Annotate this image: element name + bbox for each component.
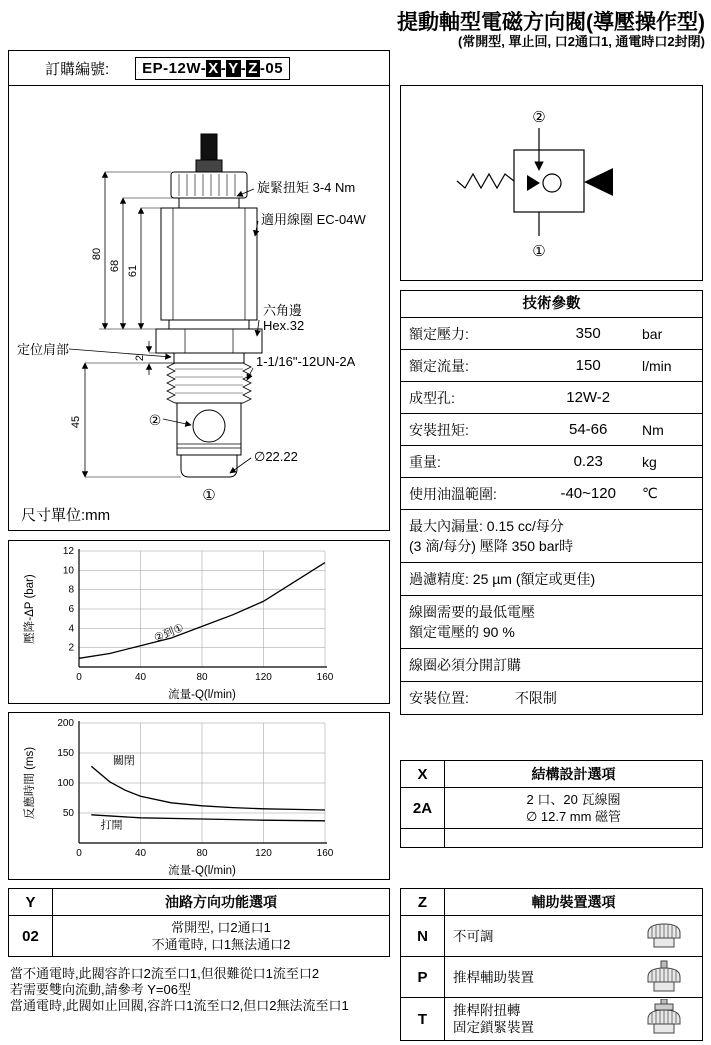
- y-table-title: 油路方向功能選項: [165, 894, 277, 910]
- spec-row-pressure: [401, 318, 702, 350]
- order-label: 訂購編號:: [45, 60, 110, 78]
- poppet-ball: [543, 174, 561, 192]
- spec-unit: Nm: [642, 421, 664, 438]
- thread-right: [243, 363, 251, 403]
- z-row-t-line2: 固定鎖緊裝置: [453, 1020, 534, 1035]
- part-number-sep2: -: [240, 59, 247, 77]
- dim-45: 45: [70, 415, 82, 429]
- bottom-washer: [169, 320, 249, 329]
- dimension-lines: [69, 172, 259, 477]
- z-option-icon-t: [626, 998, 702, 1040]
- z-row-key-t: T: [401, 998, 445, 1040]
- svg-text:0: 0: [76, 672, 82, 683]
- z-row-label-n: [445, 916, 626, 956]
- svg-text:壓降-ΔP (bar): 壓降-ΔP (bar): [24, 574, 36, 644]
- x-row-description: [445, 788, 702, 828]
- bottom-cap: [181, 455, 237, 477]
- z-row-key-n: N: [401, 916, 445, 956]
- hydraulic-symbol-box: [400, 85, 703, 281]
- page-title: 提動軸型電磁方向閥(導壓操作型): [397, 11, 705, 34]
- part-number-x: X: [208, 59, 219, 77]
- z-row-key-p: P: [401, 957, 445, 997]
- z-table-row-n: [401, 916, 702, 957]
- part-number-prefix: EP-12W-: [142, 59, 207, 77]
- spec-block-voltage: [401, 596, 702, 649]
- callout-diameter: ∅22.22: [254, 449, 298, 464]
- z-row-label-t: [445, 998, 626, 1040]
- spec-row-torque: [401, 414, 702, 446]
- callout-hex-line1: 六角邊: [263, 303, 303, 318]
- page-subtitle: (常開型, 單止回, 口2通口1, 通電時口2封閉): [457, 34, 705, 49]
- spec-label: 額定壓力:: [409, 325, 469, 342]
- svg-text:40: 40: [134, 672, 147, 683]
- svg-text:120: 120: [255, 848, 272, 859]
- x-row-line1: 2 口、20 瓦線圈: [526, 792, 621, 807]
- part-number: [135, 57, 290, 80]
- svg-text:80: 80: [196, 672, 208, 683]
- leakage-line1: 最大內漏量: 0.15 cc/每分: [409, 518, 564, 534]
- spec-label: 安裝扭矩:: [409, 421, 469, 438]
- tech-params-header: 技術參數: [401, 291, 702, 318]
- dimension-unit-note: 尺寸單位:mm: [21, 507, 111, 524]
- symbol-port-2: ②: [532, 109, 546, 126]
- z-table-key: Z: [401, 889, 445, 915]
- port-2-marker: ②: [148, 412, 162, 428]
- response-time-chart-box: [8, 712, 390, 880]
- spec-value: 54-66: [569, 421, 608, 438]
- svg-text:流量-Q(l/min): 流量-Q(l/min): [168, 865, 236, 877]
- svg-text:40: 40: [134, 848, 147, 859]
- z-row-n-line1: 不可調: [453, 928, 494, 944]
- svg-text:50: 50: [62, 808, 74, 819]
- dim-68: 68: [109, 259, 121, 273]
- svg-text:4: 4: [68, 623, 74, 635]
- callout-coil: 適用線圈 EC-04W: [261, 212, 366, 227]
- svg-text:0: 0: [76, 848, 82, 859]
- spring-symbol: [457, 174, 514, 188]
- note-line-1: 當不通電時,此閥容許口2流至口1,但很難從口1流至口2: [10, 966, 320, 981]
- callout-thread: 1-1/16"-12UN-2A: [256, 354, 356, 369]
- z-table-title: 輔助裝置選項: [531, 894, 616, 910]
- svg-text:流量-Q(l/min): 流量-Q(l/min): [168, 689, 236, 701]
- z-option-table: [400, 888, 703, 1041]
- note-line-2: 若需要雙向流動,請參考 Y=06型: [10, 982, 191, 997]
- spec-label: 成型孔:: [409, 389, 455, 406]
- pressure-drop-chart: [9, 541, 389, 703]
- part-number-z: Z: [248, 59, 258, 77]
- part-number-y: Y: [228, 59, 239, 77]
- dim-2: 2: [134, 354, 146, 362]
- svg-text:打開: 打開: [100, 819, 123, 832]
- connector-pin: [201, 134, 217, 160]
- top-washer: [179, 198, 239, 208]
- x-table-title: 結構設計選項: [531, 766, 616, 782]
- y-table-row-02: [9, 916, 389, 956]
- svg-text:160: 160: [316, 672, 334, 683]
- port-hole: [193, 410, 225, 442]
- mounting-value: 不限制: [514, 690, 557, 706]
- tech-params-table: [400, 290, 703, 715]
- x-empty-key: [401, 829, 445, 847]
- z-option-icon-p: [626, 957, 702, 997]
- spec-label: 額定流量:: [409, 357, 469, 374]
- mounting-label: 安裝位置:: [409, 690, 469, 706]
- spec-unit: ℃: [642, 485, 658, 501]
- x-option-table: [400, 760, 703, 848]
- spec-block-coil-order: 線圈必須分開訂購: [401, 649, 702, 682]
- drawing-labels: [17, 180, 366, 524]
- y-table-header: [9, 889, 389, 916]
- svg-text:6: 6: [68, 604, 74, 615]
- note-line-3: 當通電時,此閥如止回閥,容許口1流至口2,但口2無法流至口1: [10, 998, 349, 1013]
- x-table-empty-row: [401, 829, 702, 847]
- z-row-label-p: [445, 957, 626, 997]
- valve-seat: [527, 175, 540, 191]
- spec-block-leakage: [401, 510, 702, 563]
- spec-value: -40~120: [560, 485, 616, 502]
- x-row-line2: ∅ 12.7 mm 磁管: [525, 809, 622, 824]
- valve-body-shapes: [156, 134, 262, 477]
- function-notes: [10, 966, 402, 1014]
- svg-text:反應時間 (ms): 反應時間 (ms): [24, 746, 36, 820]
- callout-hex-line2: Hex.32: [263, 318, 305, 333]
- connector-collar: [196, 160, 222, 172]
- spec-block-mounting: [401, 682, 702, 714]
- response-time-chart: [9, 713, 389, 879]
- spec-value: 150: [575, 357, 601, 374]
- spec-row-temperature: [401, 478, 702, 510]
- valve-drawing-box: [8, 85, 390, 531]
- voltage-line2: 額定電壓的 90 %: [409, 624, 515, 640]
- hydraulic-symbol: [401, 86, 702, 280]
- x-empty-cell: [445, 829, 702, 847]
- voltage-line1: 線圈需要的最低電壓: [409, 604, 535, 620]
- svg-text:100: 100: [57, 778, 74, 789]
- cartridge-body: [177, 403, 241, 455]
- y-row-key: 02: [9, 916, 53, 956]
- spec-block-filtration: 過濾精度: 25 µm (額定或更佳): [401, 563, 702, 596]
- pressure-drop-chart-box: [8, 540, 390, 704]
- knurled-nut: [171, 172, 247, 198]
- svg-text:2: 2: [68, 642, 74, 654]
- z-row-p-line1: 推桿輔助裝置: [453, 969, 534, 985]
- z-table-row-t: [401, 998, 702, 1040]
- z-option-icon-n: [626, 916, 702, 956]
- locating-shoulder: [174, 353, 244, 363]
- valve-drawing: [9, 86, 389, 530]
- dim-61: 61: [127, 264, 139, 278]
- x-table-key: X: [401, 761, 445, 787]
- callout-torque: 旋緊扭矩 3-4 Nm: [257, 180, 356, 195]
- spec-row-weight: [401, 446, 702, 478]
- svg-text:160: 160: [316, 848, 334, 859]
- order-number-box: [8, 50, 390, 86]
- z-table-row-p: [401, 957, 702, 998]
- svg-text:80: 80: [196, 848, 208, 859]
- y-row-description: [53, 916, 389, 956]
- svg-text:關閉: 關閉: [112, 754, 135, 767]
- svg-text:12: 12: [62, 546, 74, 557]
- coil-body: [161, 208, 257, 320]
- spec-row-cavity: [401, 382, 702, 414]
- spec-unit: kg: [642, 453, 657, 470]
- spec-unit: l/min: [642, 357, 672, 374]
- spec-label: 重量:: [409, 453, 441, 470]
- y-row-line2: 不通電時, 口1無法通口2: [151, 937, 291, 952]
- port-1-marker: ①: [202, 487, 216, 504]
- svg-text:120: 120: [255, 672, 272, 683]
- x-table-row-2a: [401, 788, 702, 829]
- thread-left: [167, 363, 175, 403]
- svg-text:10: 10: [62, 565, 74, 577]
- dim-80: 80: [91, 247, 103, 261]
- spec-value: 12W-2: [566, 389, 611, 406]
- y-option-table: [8, 888, 390, 957]
- z-table-header: [401, 889, 702, 916]
- y-row-line1: 常開型, 口2通口1: [171, 920, 271, 935]
- leakage-line2: (3 滴/每分) 壓降 350 bar時: [409, 538, 574, 554]
- svg-text:200: 200: [57, 718, 74, 729]
- symbol-port-1: ①: [532, 243, 546, 260]
- symbol-shapes: [457, 128, 584, 236]
- spec-row-flow: [401, 350, 702, 382]
- label-shoulder: 定位肩部: [17, 342, 70, 357]
- part-number-sep1: -: [220, 59, 227, 77]
- svg-text:②到①: ②到①: [152, 622, 186, 645]
- part-number-suffix: -05: [259, 59, 284, 77]
- x-table-header: [401, 761, 702, 788]
- spec-value: 0.23: [573, 453, 603, 470]
- solenoid-symbol: [584, 168, 613, 196]
- svg-text:8: 8: [68, 584, 74, 596]
- spec-unit: bar: [642, 325, 663, 342]
- hex-section: [156, 329, 262, 353]
- spec-value: 350: [575, 325, 601, 342]
- x-row-key: 2A: [401, 788, 445, 828]
- y-table-key: Y: [9, 889, 53, 915]
- z-row-t-line1: 推桿附扭轉: [453, 1003, 521, 1018]
- spec-label: 使用油溫範圍:: [409, 485, 497, 502]
- svg-text:150: 150: [57, 748, 74, 759]
